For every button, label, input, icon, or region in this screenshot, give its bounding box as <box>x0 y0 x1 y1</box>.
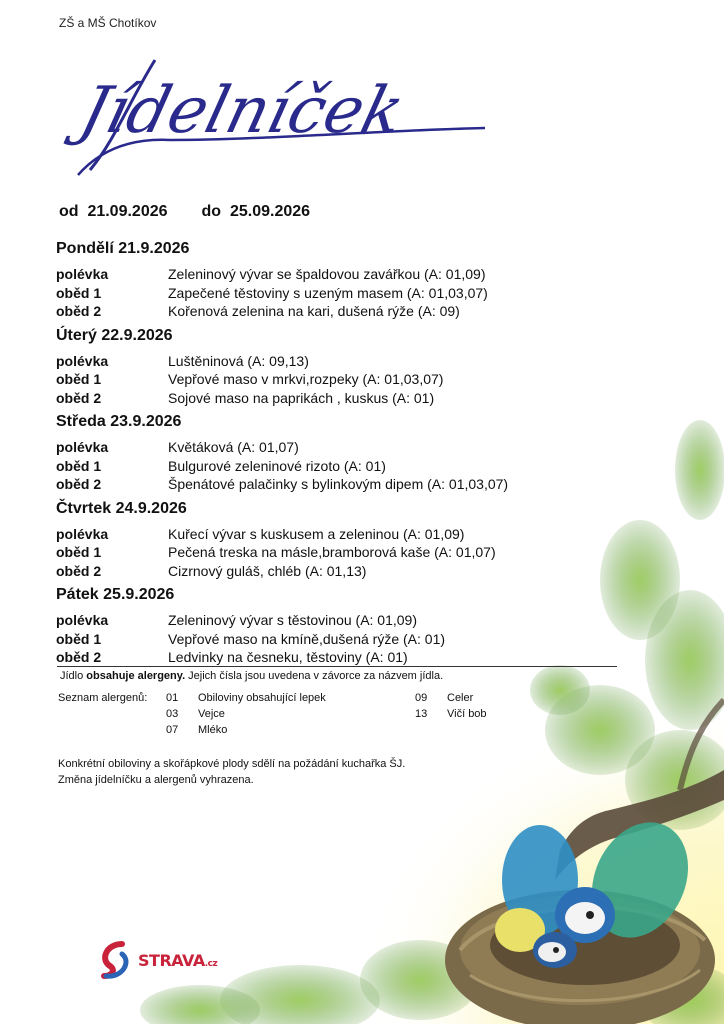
allergen-code: 03 <box>166 708 179 720</box>
meal-row <box>56 611 616 630</box>
meal-text: Kuřecí vývar s kuskusem a zeleninou (A: 01,09) <box>168 525 465 542</box>
meal-text: Zapečené těstoviny s uzeným masem (A: 01,03,07) <box>168 284 488 301</box>
meal-label: oběd 1 <box>56 544 102 560</box>
allergen-item <box>166 708 225 720</box>
meal-row <box>56 389 616 408</box>
day-block-monday <box>56 238 616 321</box>
allergen-item <box>166 692 326 704</box>
meal-label: oběd 2 <box>56 389 102 406</box>
meal-text: Cizrnový guláš, chléb (A: 01,13) <box>168 562 367 579</box>
meal-row <box>56 543 616 562</box>
logo-suffix: .cz <box>204 958 218 969</box>
meal-label: oběd 2 <box>56 476 102 492</box>
allergen-name: Vejce <box>198 708 225 720</box>
from-label: od <box>59 203 79 220</box>
allergen-name: Mléko <box>198 724 228 736</box>
allergen-code: 07 <box>166 724 179 736</box>
meal-text: Květáková (A: 01,07) <box>168 439 299 455</box>
meal-text: Sojové maso na paprikách , kuskus (A: 01) <box>168 389 435 406</box>
footer-notes <box>58 756 405 788</box>
allergen-item <box>415 708 487 720</box>
allergen-note <box>60 670 443 682</box>
meal-text: Zeleninový vývar s těstovinou (A: 01,09) <box>168 612 418 628</box>
meal-text: Ledvinky na česneku, těstoviny (A: 01) <box>168 649 408 665</box>
day-block-friday <box>56 584 616 667</box>
meal-label: oběd 2 <box>56 562 102 579</box>
meal-label: oběd 1 <box>56 371 102 387</box>
meal-label: polévka <box>56 612 109 628</box>
day-title: Čtvrtek 24.9.2026 <box>56 499 187 517</box>
day-block-wednesday <box>56 411 616 494</box>
meal-row <box>56 370 616 389</box>
meal-text: Kořenová zelenina na kari, dušená rýže (A: 09) <box>168 303 460 319</box>
meal-text: Zeleninový vývar se špaldovou zavářkou (A: 01,09) <box>168 266 486 282</box>
note-suffix: Jejich čísla jsou uvedena v závorce za názvem jídla. <box>185 670 444 682</box>
day-title: Pátek 25.9.2026 <box>56 586 175 603</box>
strava-logo-icon <box>92 938 136 982</box>
meal-label: polévka <box>56 525 109 542</box>
day-block-tuesday <box>56 325 616 408</box>
allergen-name: Obiloviny obsahující lepek <box>198 692 326 704</box>
allergen-item <box>415 692 473 704</box>
note-bold: obsahuje alergeny. <box>86 670 186 682</box>
meal-row <box>56 648 616 667</box>
menu-title <box>60 40 500 190</box>
meal-row <box>56 630 616 649</box>
allergen-name: Vičí bob <box>447 708 487 720</box>
meal-label: oběd 2 <box>56 303 102 319</box>
divider <box>57 666 617 667</box>
meal-text: Luštěninová (A: 09,13) <box>168 352 309 369</box>
meal-row <box>56 352 616 371</box>
meal-row <box>56 525 616 544</box>
allergen-name: Celer <box>447 692 474 704</box>
note-prefix: Jídlo <box>60 670 87 682</box>
date-range <box>59 203 310 221</box>
svg-text:Jídelníček: Jídelníček <box>73 73 412 148</box>
footer-line: Konkrétní obiloviny a skořápkové plody sdělí na požádání kuchařka ŠJ. <box>58 758 406 770</box>
meal-label: oběd 1 <box>56 630 102 647</box>
meal-row <box>56 562 616 581</box>
meal-label: polévka <box>56 266 109 282</box>
day-title: Úterý 22.9.2026 <box>56 326 173 344</box>
day-title: Pondělí 21.9.2026 <box>56 240 190 257</box>
meal-label: oběd 1 <box>56 284 102 301</box>
from-date: 21.09.2026 <box>87 203 168 220</box>
meal-text: Vepřové maso v mrkvi,rozpeky (A: 01,03,07) <box>168 371 444 387</box>
allergen-code: 13 <box>415 708 428 720</box>
daily-menus <box>56 238 616 671</box>
meal-text: Špenátové palačinky s bylinkovým dipem (A: 01,03,07) <box>168 476 509 492</box>
meal-row <box>56 457 616 476</box>
footer-line: Změna jídelníčku a alergenů vyhrazena. <box>58 774 254 786</box>
meal-text: Pečená treska na másle,bramborová kaše (A: 01,07) <box>168 544 496 560</box>
to-label: do <box>201 203 222 220</box>
allergen-item <box>166 724 227 736</box>
school-name: ZŠ a MŠ Chotíkov <box>59 16 157 30</box>
meal-text: Vepřové maso na kmíně,dušená rýže (A: 01) <box>168 630 446 647</box>
meal-row <box>56 475 616 494</box>
meal-row <box>56 438 616 457</box>
meal-label: polévka <box>56 439 109 455</box>
meal-label: oběd 1 <box>56 457 102 474</box>
meal-row <box>56 265 616 284</box>
allergen-list-label: Seznam alergenů: <box>58 692 148 704</box>
meal-row <box>56 302 616 321</box>
day-block-thursday <box>56 498 616 581</box>
to-date: 25.09.2026 <box>229 203 311 220</box>
meal-text: Bulgurové zeleninové rizoto (A: 01) <box>168 457 386 474</box>
allergen-code: 09 <box>415 692 428 704</box>
strava-logo-text <box>138 951 217 970</box>
strava-logo <box>92 938 217 982</box>
meal-row <box>56 284 616 303</box>
allergen-code: 01 <box>166 692 179 704</box>
meal-label: polévka <box>56 352 109 369</box>
logo-name: STRAVA <box>138 950 205 970</box>
meal-label: oběd 2 <box>56 649 102 665</box>
day-title: Středa 23.9.2026 <box>56 413 182 430</box>
